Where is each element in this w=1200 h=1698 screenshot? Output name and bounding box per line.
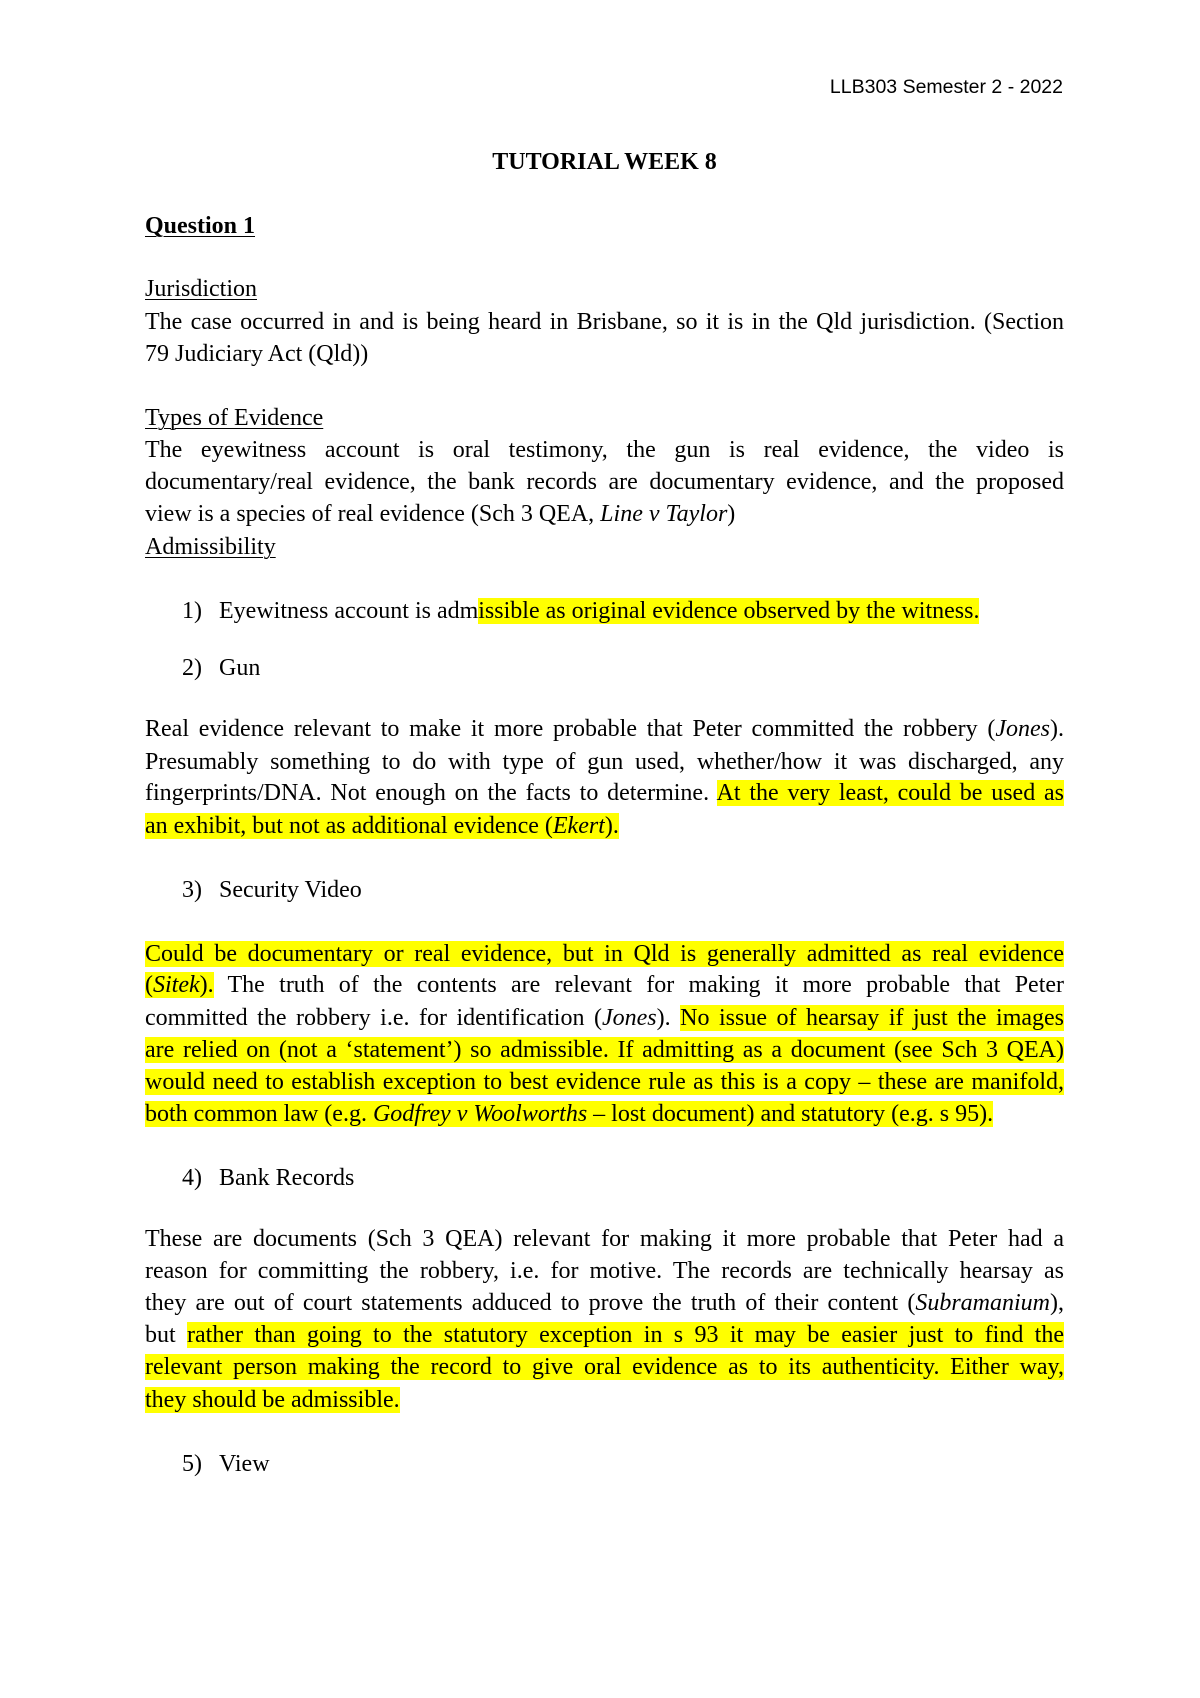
highlighted-text: Could be documentary or real evidence, but in Qld is generally admitted as real evidence [145,941,1064,967]
list-item-label: Gun [219,655,261,681]
section-heading-row [145,273,1064,305]
highlighted-text: issible as original evidence observed by the witness. [478,598,980,624]
list-item [0,1448,1200,1480]
text-line [145,1319,1064,1351]
case-citation: Sitek [153,972,200,998]
highlighted-text: No issue of hearsay if just the images [680,1005,1065,1031]
text-run: ). [656,1005,681,1031]
highlighted-text: – lost document) and statutory (e.g. s 95). [587,1101,994,1127]
highlighted-text: ). [604,813,619,839]
text-run: ). [1050,716,1064,742]
section-heading-admissibility: Admissibility [145,534,276,560]
section-heading-row [145,402,1064,434]
document-title: TUTORIAL WEEK 8 [492,149,717,175]
list-item-number: 1) [182,598,202,624]
text-run: 79 Judiciary Act (Qld)) [145,341,369,367]
text-line [145,1223,1064,1255]
case-citation: Godfrey v Woolworths [372,1101,588,1127]
section-heading-jurisdiction: Jurisdiction [145,276,257,302]
text-run: but [145,1322,188,1348]
text-line [145,1034,1064,1066]
highlighted-text: relevant person making the record to give oral evidence as to its authenticity. Either way, [145,1354,1064,1380]
case-citation: Jones [995,716,1050,742]
text-line [145,1066,1064,1098]
text-run: The case occurred in and is being heard in Brisbane, so it is in the Qld jurisdiction. (Section [145,309,1064,335]
text-run: Presumably something to do with type of gun used, whether/how it was discharged, any [145,749,1064,775]
list-item [0,652,1200,684]
question-heading: Question 1 [145,213,256,239]
text-run: ), [1050,1290,1064,1316]
text-line [145,1384,1064,1416]
text-line [145,498,1064,530]
highlighted-text: they should be admissible. [145,1387,400,1413]
list-item-number: 4) [182,1165,202,1191]
highlighted-text: are relied on (not a ‘statement’) so admissible. If admitting as a document (see Sch 3 QEA) [145,1037,1064,1063]
case-citation: Line v Taylor [600,501,728,527]
list-item-label: Bank Records [219,1165,355,1191]
list-item [0,1162,1200,1194]
case-citation: Ekert [552,813,605,839]
section-heading-types-of-evidence: Types of Evidence [145,405,324,431]
highlighted-text: would need to establish exception to best evidence rule as this is a copy – these are manifold, [145,1069,1064,1095]
list-item [0,595,1200,627]
text-run: committed the robbery i.e. for identification ( [145,1005,602,1031]
text-line [145,1098,1064,1130]
text-line [145,713,1064,745]
case-citation: Jones [601,1005,657,1031]
question-heading-row [145,210,1064,242]
text-run: view is a species of real evidence (Sch 3 QEA, [145,501,601,527]
highlighted-text: rather than going to the statutory exception in s 93 it may be easier just to find the [187,1322,1064,1348]
text-line [145,1255,1064,1287]
list-item-number: 2) [182,655,202,681]
text-run: documentary/real evidence, the bank records are documentary evidence, and the proposed [145,469,1064,495]
text-run: fingerprints/DNA. Not enough on the facts to determine. [145,780,717,806]
section-heading-row [145,531,1064,563]
list-item-label: View [219,1451,270,1477]
list-item-number: 5) [182,1451,202,1477]
text-line [145,338,1064,370]
list-item-number: 3) [182,877,202,903]
case-citation: Subramanium [915,1290,1050,1316]
text-run: they are out of court statements adduced to prove the truth of their content ( [145,1290,916,1316]
text-line [145,1351,1064,1383]
text-line [145,306,1064,338]
text-run: Real evidence relevant to make it more probable that Peter committed the robbery ( [145,716,996,742]
text-run: reason for committing the robbery, i.e. for motive. The records are technically hearsay as [145,1258,1064,1284]
text-run: The truth of the contents are relevant for making it more probable that Peter [213,972,1064,998]
text-line [145,938,1064,970]
text-line [145,746,1064,778]
list-item-label [219,595,979,627]
highlighted-text: an exhibit, but not as additional evidence ( [145,813,553,839]
list-item-label: Security Video [219,877,362,903]
highlighted-text: ( [145,972,153,998]
text-run: The eyewitness account is oral testimony, the gun is real evidence, the video is [145,437,1064,463]
highlighted-text: both common law (e.g. [145,1101,373,1127]
page-header-course: LLB303 Semester 2 - 2022 [829,76,1063,98]
text-line [145,810,1064,842]
highlighted-text: ). [199,972,214,998]
text-run: These are documents (Sch 3 QEA) relevant for making it more probable that Peter had a [145,1226,1064,1252]
list-item [0,874,1200,906]
text-line [145,1002,1064,1034]
text-line [145,434,1064,466]
text-run: ) [727,501,736,527]
text-run: Eyewitness account is adm [219,598,479,624]
text-line [145,1287,1064,1319]
highlighted-text: At the very least, could be used as [716,780,1064,806]
text-line [145,777,1064,809]
text-line [145,969,1064,1001]
text-line [145,466,1064,498]
